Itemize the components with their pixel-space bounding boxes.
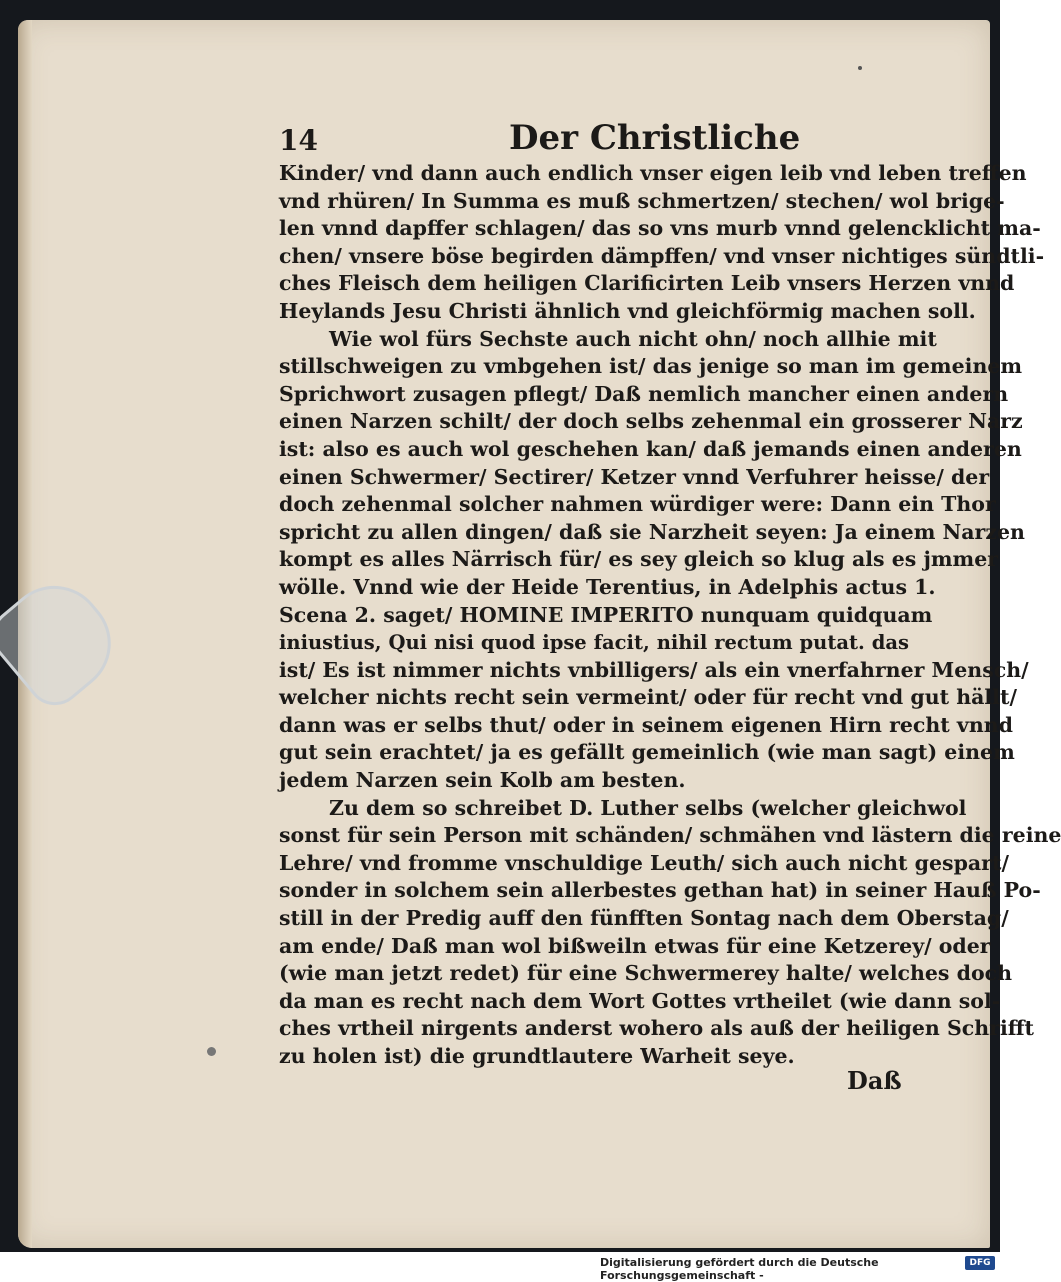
text-line: vnd rhüren/ In Summa es muß schmertzen/ stechen/ wol brige- <box>279 188 1005 213</box>
text-line: Heylands Jesu Christi ähnlich vnd gleichförmig machen soll. <box>279 298 976 323</box>
text-line: welcher nichts recht sein vermeint/ oder für recht vnd gut hällt/ <box>279 685 1017 710</box>
text-line: chen/ vnsere böse begirden dämpffen/ vnd vnser nichtiges sündtli- <box>279 243 1045 268</box>
text-line: stillschweigen zu vmbgehen ist/ das jenige so man im gemeinem <box>279 354 1023 379</box>
text-line: sonder in solchem sein allerbestes gethan hat) in seiner Hauß Po- <box>279 878 1041 903</box>
text-line: iniustius, Qui nisi quod ipse facit, nihil rectum putat. das <box>279 631 909 655</box>
text-line: ist/ Es ist nimmer nichts vnbilligers/ als ein vnerfahrner Mensch/ <box>279 657 1029 682</box>
dfg-logo: DFG <box>965 1256 995 1270</box>
text-line: (wie man jetzt redet) für eine Schwermerey halte/ welches doch <box>279 961 1013 986</box>
text-line: len vnnd dapffer schlagen/ das so vns murb vnnd gelencklicht ma- <box>279 216 1041 241</box>
text-line: sonst für sein Person mit schänden/ schmähen vnd lästern die reine <box>279 823 1061 848</box>
paper-speck <box>858 66 862 70</box>
page-header <box>279 118 909 162</box>
page-number: 14 <box>279 124 318 157</box>
paper-speck <box>207 1047 216 1056</box>
running-title: Der Christliche <box>509 118 801 158</box>
text-line: Sprichwort zusagen pflegt/ Daß nemlich mancher einen andern <box>279 381 1009 406</box>
text-line: zu holen ist) die grundtlautere Warheit seye. <box>279 1044 795 1068</box>
text-line: kompt es alles Närrisch für/ es sey gleich so klug als es jmmer <box>279 547 999 572</box>
text-line: still in der Predig auff den fünfften Sontag nach dem Oberstag/ <box>279 906 1009 931</box>
text-line: gut sein erachtet/ ja es gefällt gemeinlich (wie man sagt) einem <box>279 740 1015 765</box>
text-line: jedem Narzen sein Kolb am besten. <box>279 768 686 793</box>
text-line: spricht zu allen dingen/ daß sie Narzheit seyen: Ja einem Narzen <box>279 519 1025 544</box>
text-line: Kinder/ vnd dann auch endlich vnser eigen leib vnd leben treffen <box>279 161 1027 185</box>
digitization-note: Digitalisierung gefördert durch die Deutsche Forschungsgemeinschaft - <box>600 1256 879 1282</box>
text-line: Wie wol fürs Sechste auch nicht ohn/ noch allhie mit <box>329 326 937 351</box>
text-line: Zu dem so schreibet D. Luther selbs (welcher gleichwol <box>329 795 967 820</box>
text-line: einen Narzen schilt/ der doch selbs zehenmal ein grosserer Narz <box>279 409 1023 434</box>
catchword: Daß <box>847 1066 902 1095</box>
text-line: am ende/ Daß man wol bißweiln etwas für eine Ketzerey/ oder <box>279 933 991 958</box>
text-line: da man es recht nach dem Wort Gottes vrtheilet (wie dann sol- <box>279 988 1001 1013</box>
text-line: ches vrtheil nirgents anderst wohero als auß der heiligen Schrifft <box>279 1016 1035 1041</box>
text-line: einen Schwermer/ Sectirer/ Ketzer vnnd Verfuhrer heisse/ der <box>279 464 990 489</box>
text-line: ist: also es auch wol geschehen kan/ daß jemands einen anderen <box>279 436 1022 461</box>
text-line: ches Fleisch dem heiligen Clarificirten Leib vnsers Herzen vnnd <box>279 271 1015 296</box>
body-text <box>279 160 1061 1071</box>
text-line: wölle. Vnnd wie der Heide Terentius, in Adelphis actus 1. <box>279 574 936 599</box>
text-line: Lehre/ vnd fromme vnschuldige Leuth/ sich auch nicht gespart/ <box>279 850 1009 875</box>
text-line: dann was er selbs thut/ oder in seinem eigenen Hirn recht vnnd <box>279 712 1013 737</box>
text-line: Scena 2. saget/ HOMINE IMPERITO nunquam quidquam <box>279 602 933 627</box>
text-line: doch zehenmal solcher nahmen würdiger were: Dann ein Thor <box>279 492 996 517</box>
